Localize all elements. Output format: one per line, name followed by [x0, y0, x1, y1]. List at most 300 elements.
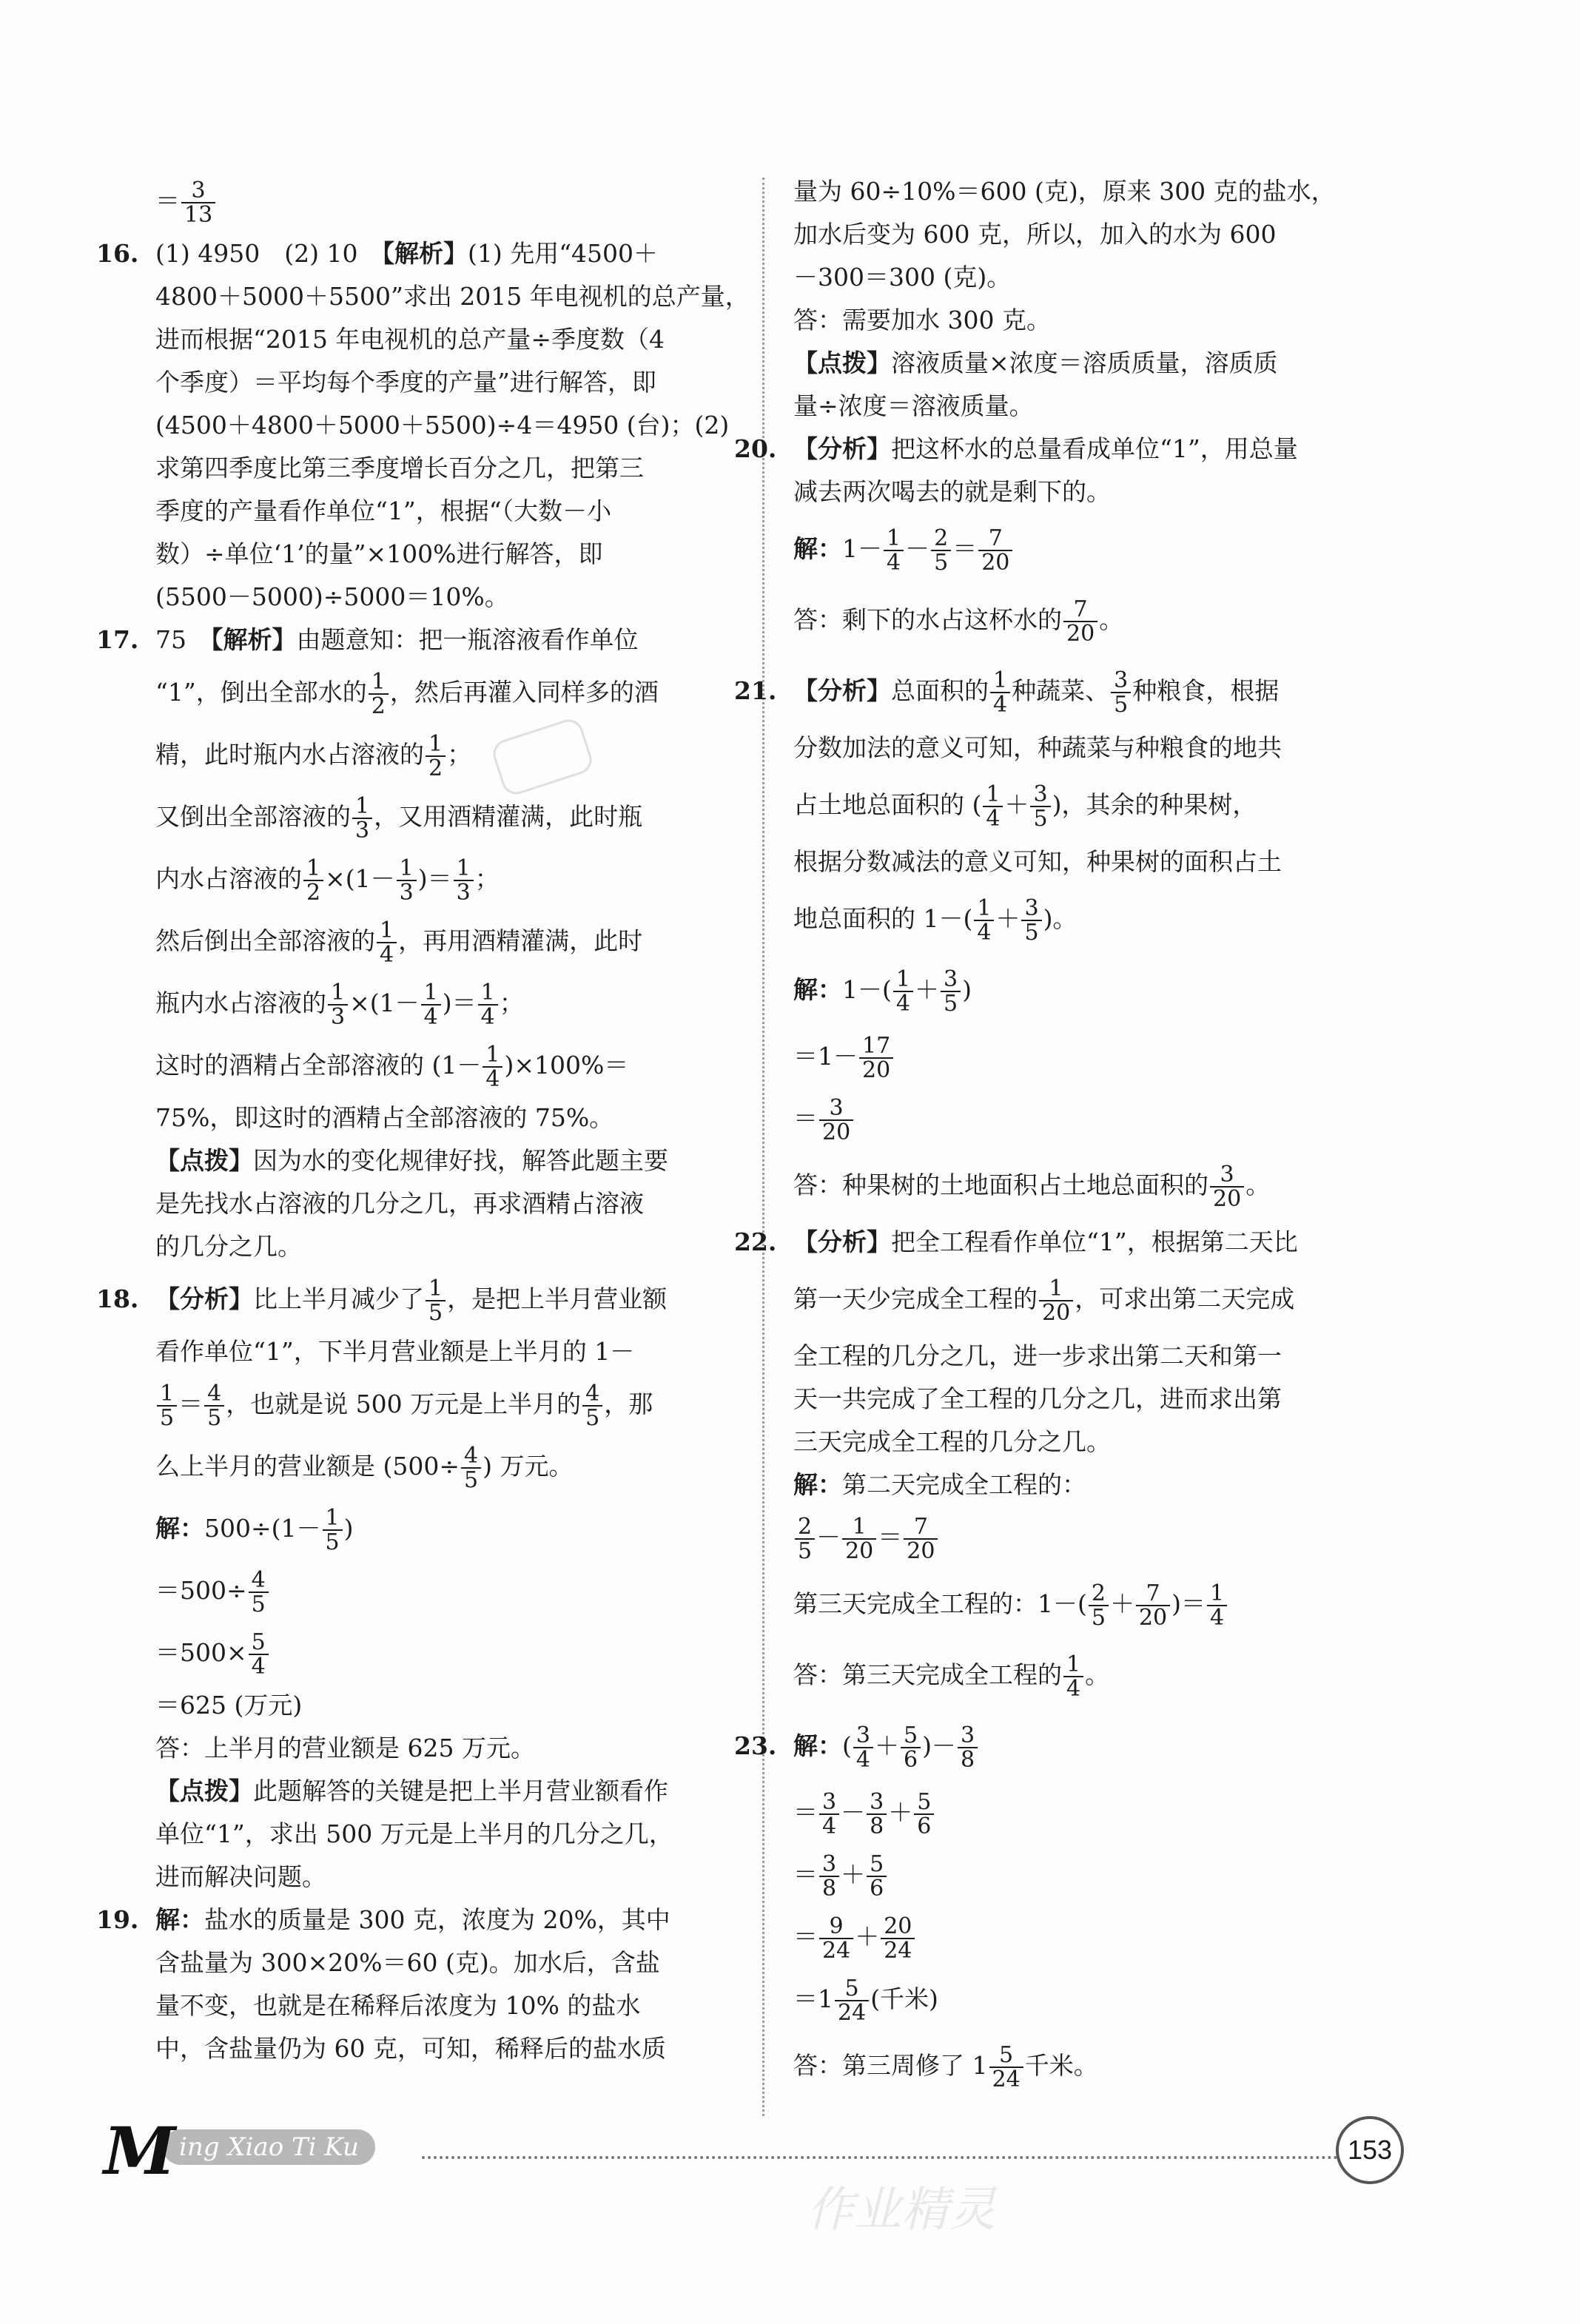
text-run: 第二天完成全工程的：	[842, 1470, 1086, 1499]
text-run: (	[842, 1731, 852, 1760]
section-tag: 【分析】	[793, 1227, 891, 1256]
text-run: ×(1－	[349, 988, 420, 1017]
q23-line	[793, 1782, 1422, 1844]
text-run: －	[905, 534, 930, 563]
fraction	[204, 1382, 224, 1430]
fraction	[1136, 1582, 1170, 1630]
fraction-denominator: 5	[931, 550, 951, 575]
fraction	[426, 732, 446, 781]
text-run: 4800＋5000＋5500”求出 2015 年电视机的总产量，	[155, 282, 750, 311]
text-run: 三天完成全工程的几分之几。	[793, 1427, 1111, 1456]
fraction-numerator: 5	[251, 1629, 266, 1655]
text-run: ＝	[793, 1798, 818, 1827]
fraction	[1207, 1582, 1227, 1630]
q18-line	[155, 1684, 733, 1727]
fraction	[369, 670, 389, 718]
q16-line	[155, 318, 733, 361]
fraction-denominator: 5	[941, 991, 961, 1016]
text-run: 千米。	[1024, 2051, 1098, 2080]
text-run: (4500＋4800＋5000＋5500)÷4＝4950 (台)；(2)	[155, 411, 730, 439]
q16-line	[155, 361, 733, 404]
fraction	[249, 1631, 269, 1679]
text-run: ＋	[888, 1798, 913, 1827]
text-run: 。	[1245, 1171, 1271, 1199]
text-run: )，其余的种果树，	[1052, 790, 1257, 819]
fraction-denominator: 3	[454, 880, 474, 905]
fraction-denominator: 5	[323, 1529, 343, 1555]
section-tag: 解：	[793, 534, 842, 563]
q20-line	[734, 428, 1422, 471]
text-run: ＝	[155, 186, 180, 215]
text-run: 数）÷单位‘1’的量”×100%进行解答，即	[155, 539, 603, 568]
fraction-denominator: 8	[867, 1813, 887, 1839]
fraction-denominator: 20	[978, 550, 1012, 575]
section-tag: 解：	[793, 1470, 842, 1499]
fraction-denominator: 24	[989, 2067, 1023, 2092]
section-tag: 【点拨】	[793, 348, 891, 377]
text-run: 量÷浓度＝溶液质量。	[793, 391, 1034, 420]
fraction	[1063, 1653, 1083, 1701]
text-run: ＝	[178, 1390, 204, 1418]
text-run: 单位“1”，求出 500 万元是上半月的几分之几，	[155, 1819, 673, 1848]
fraction-numerator: 1	[371, 668, 386, 695]
fraction-denominator: 20	[1210, 1186, 1244, 1211]
q22-line	[793, 1335, 1422, 1378]
text-run: 是先找水占溶液的几分之几，再求酒精占溶液	[155, 1189, 644, 1218]
fraction-denominator: 5	[249, 1592, 269, 1617]
text-run: 的几分之几。	[155, 1232, 302, 1261]
section-tag: 【分析】	[793, 434, 891, 463]
text-run: 答：第三天完成全工程的	[793, 1660, 1062, 1689]
q19-line	[793, 170, 1422, 213]
q17-line	[155, 1139, 733, 1182]
text-run: “1”，倒出全部水的	[155, 678, 367, 707]
fraction-denominator: 5	[157, 1405, 177, 1430]
fraction	[1111, 669, 1131, 717]
q18-line	[155, 1813, 733, 1856]
section-tag: 解：	[155, 1514, 204, 1543]
q19-line	[155, 1984, 733, 2027]
fraction	[904, 1515, 938, 1563]
fraction-denominator: 4	[819, 1813, 839, 1839]
fraction-numerator: 3	[191, 177, 206, 203]
section-tag: 【解析】	[382, 239, 468, 268]
logo-letter: M	[104, 2112, 176, 2189]
fraction	[983, 783, 1003, 831]
text-run: ＝500×	[155, 1638, 247, 1667]
fraction	[1089, 1582, 1109, 1630]
fraction-numerator: 1	[480, 979, 495, 1006]
q22-line	[793, 1421, 1422, 1464]
fraction-numerator: 1	[485, 1041, 500, 1068]
q18-line	[155, 1330, 733, 1373]
q22-line	[734, 1221, 1422, 1264]
q19-line	[793, 213, 1422, 256]
q18-line	[155, 1727, 733, 1770]
q21-line	[793, 769, 1422, 841]
fraction-numerator: 4	[464, 1442, 479, 1469]
fraction-numerator: 1	[428, 1275, 443, 1301]
text-run: ＝500÷	[155, 1576, 247, 1605]
fraction-numerator: 5	[870, 1850, 884, 1877]
text-run: 量为 60÷10%＝600 (克)，原来 300 克的盐水，	[793, 177, 1336, 206]
text-run: 答：第三周修了 1	[793, 2051, 988, 2080]
text-run: 答：种果树的土地面积占土地总面积的	[793, 1171, 1208, 1199]
fraction	[853, 1724, 873, 1772]
text-run: ，可求出第二天完成	[1075, 1284, 1295, 1313]
q20-line	[793, 513, 1422, 585]
fraction-numerator: 3	[1033, 781, 1048, 807]
q17-line	[155, 786, 733, 848]
q21-line	[793, 954, 1422, 1025]
fraction-denominator: 5	[795, 1538, 815, 1563]
section-tag: 解：	[793, 1731, 842, 1760]
fraction	[1021, 897, 1041, 945]
fraction	[842, 1515, 876, 1563]
fraction	[819, 1850, 839, 1902]
q23-line	[793, 1906, 1422, 1968]
text-run: 第一天少完成全工程的	[793, 1284, 1038, 1313]
fraction-numerator: 1	[355, 792, 370, 819]
q20-line	[793, 585, 1422, 656]
q21-line	[793, 841, 1422, 883]
fraction-numerator: 1	[895, 966, 910, 992]
fraction-denominator: 3	[328, 1004, 348, 1029]
q19-line	[793, 385, 1422, 428]
fraction	[819, 1788, 839, 1839]
q17-line	[155, 972, 733, 1034]
text-run: 把这杯水的总量看成单位“1”，用总量	[891, 434, 1298, 463]
fraction-numerator: 1	[993, 667, 1008, 693]
text-run: 减去两次喝去的就是剩下的。	[793, 477, 1111, 506]
q18-line	[155, 1622, 733, 1684]
q22-line	[793, 1506, 1422, 1569]
fraction-denominator: 5	[461, 1467, 481, 1492]
fraction-numerator: 1	[1049, 1275, 1063, 1301]
fraction-denominator: 20	[1136, 1605, 1170, 1630]
text-run: )＝	[1171, 1589, 1206, 1618]
fraction-numerator: 1	[306, 855, 321, 881]
text-run: ＋	[1004, 790, 1029, 819]
text-run: 又倒出全部溶液的	[155, 802, 351, 831]
fraction	[914, 1788, 934, 1839]
fraction	[1063, 598, 1097, 646]
watermark: 作业精灵	[807, 2183, 996, 2237]
q22-line	[793, 1378, 1422, 1421]
q17-line	[155, 1182, 733, 1225]
fraction-denominator: 24	[881, 1938, 915, 1963]
text-run: 把全工程看作单位“1”，根据第二天比	[891, 1227, 1298, 1256]
text-run: )－	[922, 1731, 956, 1760]
text-run: 内水占溶液的	[155, 864, 302, 893]
q21-line	[793, 1088, 1422, 1150]
fraction-denominator: 6	[867, 1876, 887, 1901]
fraction-numerator: 1	[160, 1380, 175, 1407]
section-tag: 解：	[155, 1905, 204, 1934]
text-run: 种蔬菜、	[1012, 676, 1110, 705]
text-run: )×100%＝	[504, 1051, 629, 1080]
text-run: )	[962, 975, 972, 1004]
text-run: －	[841, 1798, 866, 1827]
text-run: 量不变，也就是在稀释后浓度为 10% 的盐水	[155, 1991, 641, 2020]
q19-line	[155, 2027, 733, 2070]
fraction-denominator: 2	[303, 880, 323, 905]
text-run: ，然后再灌入同样多的酒	[389, 678, 659, 707]
fraction-denominator: 4	[853, 1747, 873, 1772]
fraction	[157, 1382, 177, 1430]
fraction-denominator: 4	[483, 1066, 502, 1091]
text-run: ，又用酒精灌满，此时瓶	[374, 802, 643, 831]
text-run: 比上半月减少了	[253, 1284, 424, 1313]
text-run: ；	[499, 988, 524, 1017]
text-run: ＝	[793, 1922, 818, 1951]
q18-line	[155, 1373, 733, 1435]
fraction-numerator: 17	[862, 1032, 891, 1059]
q18-line	[155, 1498, 733, 1560]
fraction	[421, 981, 441, 1029]
q17-line	[155, 848, 733, 910]
fraction-numerator: 5	[903, 1722, 918, 1748]
fraction	[352, 792, 372, 843]
text-run: ＝	[878, 1523, 903, 1552]
fraction-denominator: 4	[893, 991, 913, 1016]
fraction-numerator: 5	[917, 1788, 932, 1815]
text-run: 总面积的	[891, 676, 989, 705]
fraction-denominator: 2	[369, 693, 389, 718]
fraction-denominator: 24	[819, 1938, 853, 1963]
text-run: 答：上半月的营业额是 625 万元。	[155, 1734, 535, 1762]
q18-line	[155, 1560, 733, 1622]
text-run: 中，含盐量仍为 60 克，可知，稀释后的盐水质	[155, 2034, 666, 2063]
text-run: ＋	[855, 1922, 880, 1951]
q23-line	[793, 1844, 1422, 1906]
text-run: ×(1－	[325, 864, 395, 893]
text-run: 由题意知：把一瓶溶液看作单位	[296, 625, 639, 654]
text-run: 1－	[842, 534, 882, 563]
q20-line	[793, 471, 1422, 513]
fraction-numerator: 5	[999, 2041, 1014, 2068]
fraction-numerator: 5	[844, 1975, 859, 2001]
text-run: 种粮食，根据	[1132, 676, 1280, 705]
fraction	[1030, 783, 1050, 831]
text-run: ，再用酒精灌满，此时	[398, 926, 643, 955]
fraction	[974, 897, 994, 945]
fraction	[795, 1515, 815, 1563]
q22-line	[793, 1640, 1422, 1711]
text-run: 盐水的质量是 300 克，浓度为 20%，其中	[204, 1905, 670, 1934]
fraction	[454, 857, 474, 905]
q17-line	[155, 661, 733, 724]
fraction-denominator: 24	[835, 2000, 869, 2025]
q21-line	[793, 1025, 1422, 1088]
fraction-denominator: 4	[421, 1004, 441, 1029]
fraction-denominator: 5	[582, 1405, 602, 1430]
text-run: 此题解答的关键是把上半月营业额看作	[253, 1776, 668, 1805]
q22-line	[793, 1569, 1422, 1640]
footer-dotted-rule	[422, 2156, 1391, 2159]
fraction-numerator: 3	[960, 1722, 975, 1748]
text-run: 看作单位“1”，下半月营业额是上半月的 1－	[155, 1337, 635, 1366]
fraction-numerator: 1	[428, 730, 443, 757]
text-run: 因为水的变化规律好找，解答此题主要	[253, 1146, 668, 1175]
q18-line	[155, 1435, 733, 1498]
fraction-denominator: 20	[904, 1538, 938, 1563]
question-number: 18.	[96, 1284, 139, 1313]
fraction-denominator: 4	[990, 692, 1010, 717]
text-run: 溶液质量×浓度＝溶质质量，溶质质	[891, 348, 1278, 377]
fraction	[893, 968, 913, 1016]
fraction	[819, 1094, 853, 1145]
text-run: 第三天完成全工程的：1－(	[793, 1589, 1087, 1618]
fraction-numerator: 7	[1146, 1580, 1160, 1606]
fraction	[1210, 1163, 1244, 1211]
fraction-denominator: 5	[426, 1300, 446, 1325]
fraction-numerator: 3	[870, 1788, 884, 1815]
fraction-denominator: 5	[1089, 1605, 1109, 1630]
text-run: ＋	[914, 975, 939, 1004]
text-run: 瓶内水占溶液的	[155, 988, 326, 1017]
question-number: 22.	[734, 1227, 777, 1256]
fraction-numerator: 4	[251, 1566, 266, 1593]
text-run: 进而根据“2015 年电视机的总产量÷季度数（4	[155, 325, 665, 354]
fraction-denominator: 20	[859, 1057, 893, 1082]
fraction	[931, 527, 951, 575]
fraction	[1039, 1277, 1073, 1325]
section-tag: 【解析】	[211, 625, 297, 654]
text-run: (5500－5000)÷5000＝10%。	[155, 582, 509, 611]
text-run: 答：剩下的水占这杯水的	[793, 605, 1062, 634]
text-run: 全工程的几分之几，进一步求出第二天和第一	[793, 1341, 1282, 1370]
fraction	[941, 968, 961, 1016]
text-run: 地总面积的 1－(	[793, 904, 973, 933]
fraction-denominator: 4	[983, 806, 1003, 831]
text-run: 75	[155, 625, 211, 654]
q15-tail	[155, 170, 733, 232]
fraction-numerator: 3	[1024, 895, 1039, 921]
fraction-numerator: 1	[456, 855, 471, 881]
fraction-numerator: 1	[325, 1504, 340, 1531]
fraction-numerator: 1	[977, 895, 992, 921]
text-run: 500÷(1－	[204, 1514, 321, 1543]
logo-text: ing Xiao Ti Ku	[163, 2129, 375, 2165]
text-run: 天一共完成了全工程的几分之几，进而求出第	[793, 1384, 1282, 1413]
fraction-denominator: 4	[478, 1004, 498, 1029]
fraction-denominator: 20	[819, 1119, 853, 1145]
fraction-numerator: 3	[1220, 1161, 1234, 1188]
fraction-denominator: 4	[974, 920, 994, 945]
text-run: ＋	[995, 904, 1021, 933]
text-run: ，也就是说 500 万元是上半月的	[226, 1390, 582, 1418]
left-column	[96, 170, 750, 2070]
fraction-denominator: 2	[426, 755, 446, 781]
text-run: ＝625 (万元)	[155, 1691, 303, 1720]
section-tag: 【分析】	[793, 676, 891, 705]
text-run: ；	[447, 740, 472, 769]
text-run: 。	[1099, 605, 1124, 634]
section-tag: 【点拨】	[155, 1776, 253, 1805]
fraction-numerator: 3	[822, 1788, 837, 1815]
fraction	[328, 981, 348, 1029]
fraction-denominator: 3	[397, 880, 417, 905]
fraction-denominator: 3	[352, 818, 372, 843]
fraction-denominator: 4	[1063, 1676, 1083, 1701]
q23-line	[793, 2030, 1422, 2101]
text-run: 答：需要加水 300 克。	[793, 306, 1051, 334]
q18-line	[155, 1856, 733, 1899]
text-run: 含盐量为 300×20%＝60 (克)。加水后，含盐	[155, 1948, 660, 1977]
fraction-denominator: 20	[1039, 1300, 1073, 1325]
q17-line	[155, 910, 733, 972]
fraction	[377, 919, 397, 967]
text-run: 个季度）＝平均每个季度的产量”进行解答，即	[155, 368, 656, 397]
fraction-numerator: 7	[913, 1513, 928, 1540]
q21-line	[793, 883, 1422, 954]
q17-line	[155, 1225, 733, 1268]
fraction-numerator: 2	[1091, 1580, 1106, 1606]
text-run: 求第四季度比第三季度增长百分之几，把第三	[155, 454, 644, 482]
fraction	[483, 1043, 502, 1091]
text-run: ＋	[841, 1860, 866, 1889]
fraction	[397, 857, 417, 905]
text-run: )＝	[417, 864, 452, 893]
text-run: )＝	[442, 988, 477, 1017]
fraction	[859, 1034, 893, 1082]
fraction	[835, 1977, 869, 2025]
q22-line	[793, 1264, 1422, 1335]
q17-line	[155, 1097, 733, 1139]
question-number: 21.	[734, 676, 777, 705]
text-run: －	[816, 1523, 841, 1552]
q23-line	[793, 1968, 1422, 2030]
text-run: ＝	[793, 1104, 818, 1133]
text-run: 。	[1085, 1660, 1110, 1689]
text-run: ；	[474, 864, 500, 893]
fraction	[867, 1788, 887, 1839]
fraction	[323, 1506, 343, 1555]
fraction-denominator: 5	[204, 1405, 224, 1430]
text-run: －300＝300 (克)。	[793, 263, 1012, 292]
fraction-numerator: 1	[852, 1513, 867, 1540]
q19-line	[155, 1941, 733, 1984]
text-run: 么上半月的营业额是 (500÷	[155, 1452, 460, 1481]
fraction	[819, 1915, 853, 1963]
fraction	[978, 527, 1012, 575]
q23-line	[734, 1711, 1422, 1782]
section-tag: 解：	[793, 975, 842, 1004]
fraction-numerator: 7	[988, 525, 1003, 551]
q17-line	[155, 1034, 733, 1097]
fraction	[249, 1566, 269, 1617]
q21-line	[793, 1150, 1422, 1221]
fraction	[582, 1382, 602, 1430]
q18-line	[96, 1268, 733, 1330]
text-run: )	[343, 1514, 354, 1543]
page-number: 153	[1336, 2116, 1404, 2184]
fraction-numerator: 3	[829, 1094, 844, 1121]
text-run: ＋	[1109, 1589, 1134, 1618]
text-run: )。	[1043, 904, 1078, 933]
fraction-numerator: 3	[822, 1850, 837, 1877]
text-run: 75%，即这时的酒精占全部溶液的 75%。	[155, 1103, 614, 1132]
q16-line	[96, 232, 733, 275]
section-tag: 【点拨】	[155, 1146, 253, 1175]
fraction-numerator: 1	[423, 979, 438, 1006]
q16-line	[155, 404, 733, 447]
text-run: ) 万元。	[483, 1452, 574, 1481]
fraction	[303, 857, 323, 905]
text-run: ，是把上半月营业额	[447, 1284, 668, 1313]
question-number: 23.	[734, 1731, 777, 1760]
